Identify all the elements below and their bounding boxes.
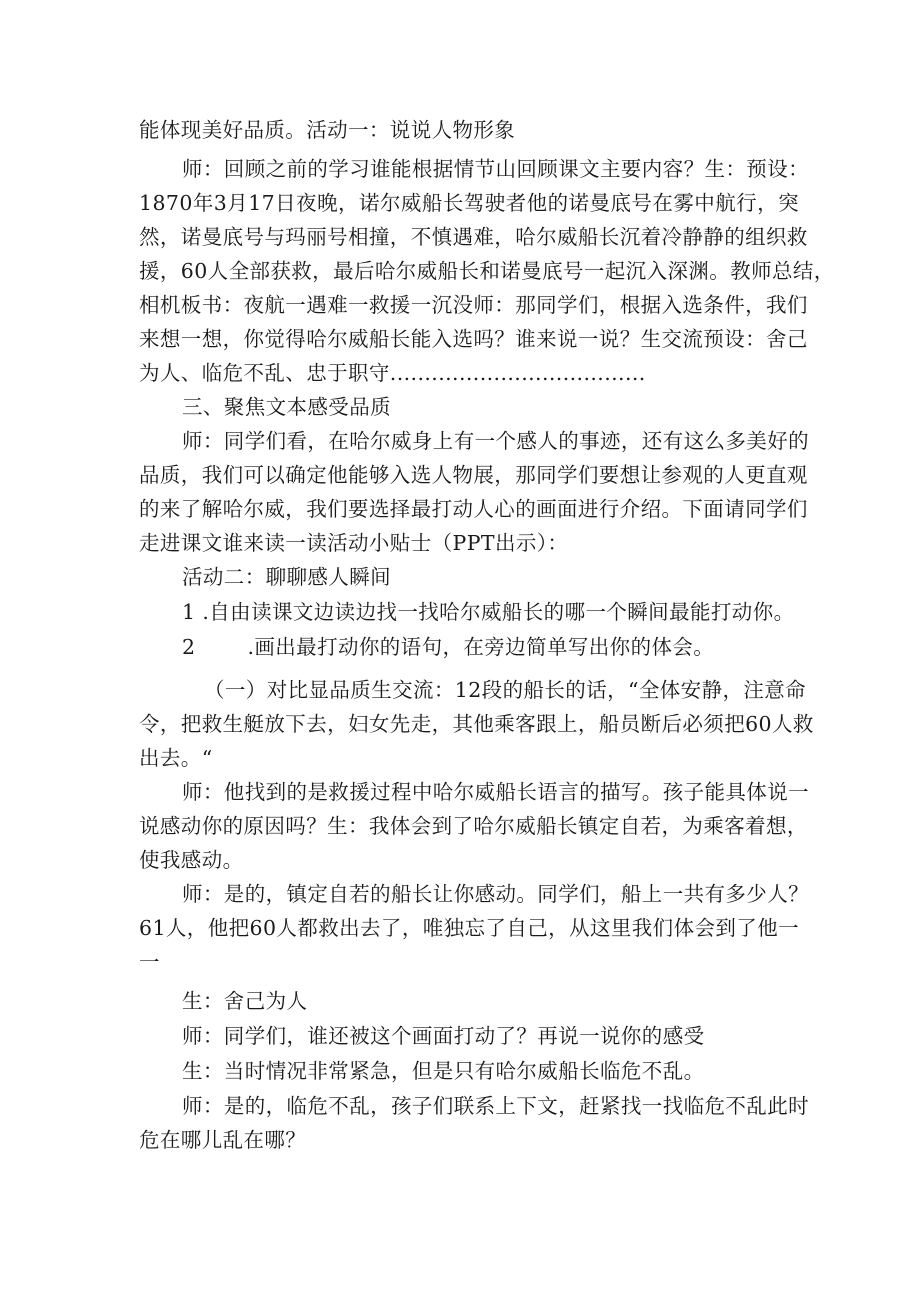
paragraph-line: 师：回顾之前的学习谁能根据情节山回顾课文主要内容？生：预设： xyxy=(182,157,809,181)
list-item-text: .画出最打动你的语句，在旁边简单写出你的体会。 xyxy=(247,635,715,659)
paragraph-line: 走进课文谁来读一读活动小贴士（PPT出示）： xyxy=(139,531,569,555)
paragraph-line: 令，把救生艇放下去，妇女先走，其他乘客跟上，船员断后必须把60人救 xyxy=(139,712,814,736)
paragraph-line: 出去。“ xyxy=(139,746,213,770)
paragraph-line: 使我感动。 xyxy=(139,848,244,872)
list-item: 1 .自由读课文边读边找一找哈尔威船长的哪一个瞬间最能打动你。 xyxy=(182,600,795,624)
paragraph-line: 师：是的，临危不乱，孩子们联系上下文，赶紧找一找临危不乱此时 xyxy=(182,1094,809,1118)
paragraph-line: 说感动你的原因吗？生：我体会到了哈尔威船长镇定自若，为乘客着想， xyxy=(139,814,808,838)
paragraph-line: （一）对比显品质生交流：12段的船长的话，“全体安静，注意命 xyxy=(204,678,807,702)
paragraph-line: 来想一想，你觉得哈尔威船长能入选吗？谁来说一说？生交流预设：舍己 xyxy=(139,327,808,351)
paragraph-line: 能体现美好品质。活动一：说说人物形象 xyxy=(139,118,516,142)
paragraph-line: 师：他找到的是救援过程中哈尔威船长语言的描写。孩子能具体说一 xyxy=(182,780,809,804)
paragraph-line: 师：是的，镇定自若的船长让你感动。同学们，船上一共有多少人？ xyxy=(182,882,809,906)
paragraph-line: 然，诺曼底号与玛丽号相撞，不慎遇难，哈尔威船长沉着冷静静的组织救 xyxy=(139,225,808,249)
paragraph-line: 一 xyxy=(139,950,160,974)
list-item xyxy=(182,630,842,664)
paragraph-line: 品质，我们可以确定他能够入选人物展，那同学们要想让参观的人更直观 xyxy=(139,463,808,487)
paragraph-line: 为人、临危不乱、忠于职守..................................... xyxy=(139,361,646,385)
paragraph-line: 危在哪儿乱在哪？ xyxy=(139,1128,307,1152)
paragraph-line: 61人，他把60人都救出去了，唯独忘了自己，从这里我们体会到了他一 xyxy=(139,916,799,940)
paragraph-line: 1870年3月17日夜晚，诺尔威船长驾驶者他的诺曼底号在雾中航行，突 xyxy=(139,191,799,215)
paragraph-line: 的来了解哈尔威，我们要选择最打动人心的画面进行介绍。下面请同学们 xyxy=(139,497,808,521)
paragraph-line: 生：当时情况非常紧急，但是只有哈尔威船长临危不乱。 xyxy=(182,1059,705,1083)
paragraph-line: 师：同学们看，在哈尔威身上有一个感人的事迹，还有这么多美好的 xyxy=(182,429,809,453)
paragraph-line: 援，60人全部获救，最后哈尔威船长和诺曼底号一起沉入深渊。教师总结， xyxy=(139,259,835,283)
list-item-number: 2 xyxy=(182,635,196,659)
section-heading: 三、聚焦文本感受品质 xyxy=(182,395,391,419)
paragraph-line: 师：同学们，谁还被这个画面打动了？再说一说你的感受 xyxy=(182,1024,705,1048)
paragraph-line: 相机板书：夜航一遇难一救援一沉没师：那同学们，根据入选条件，我们 xyxy=(139,293,808,317)
activity-heading: 活动二：聊聊感人瞬间 xyxy=(182,565,391,589)
paragraph-line: 生：舍己为人 xyxy=(182,989,308,1013)
